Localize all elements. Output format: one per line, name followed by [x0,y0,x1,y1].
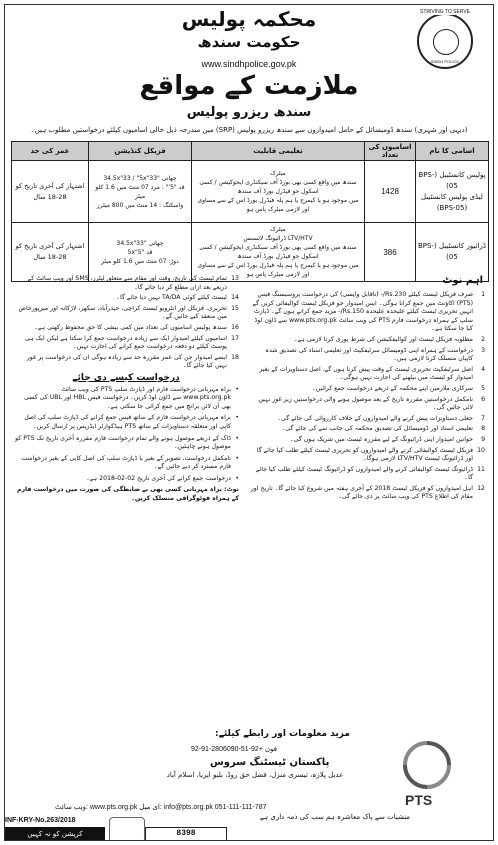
list-item: 11 ڈرائیونگ ٹیسٹ کوالیفائی کرنے والے امیدواروں کو ڈرائیونگ ٹیسٹ کیلئے طلب کیا جائے گا۔ [255,465,485,482]
list-item: 17 اسامیوں کیلئے امیدوار ایک سے زیادہ درخواست جمع کرا سکتا ہے لیکن ایک ہی پوسٹ کیلئے دو دفعہ درخواست جمع کرانے کی اجازت نہیں۔ [24,334,239,351]
contact-phone: فون +92-51-2806090-91-92 [191,746,277,753]
job-advertisement [4,4,494,841]
anti-drug-slogan: منشیات سے پاک معاشرہ ہم سب کی ذمہ داری ہے [259,813,411,821]
list-item: 18 ایسے امیدوار جن کی عمر مقررہ حد سے زیادہ ہوگی ان کی درخواست پر غور نہیں کیا جائے گا۔ [26,353,239,370]
ad-intro: (دیہی اور شہری) سندھ ڈومیسائل کے حامل امیدواروں سے سندھ ریزرو پولیس (SRP) میں مندرجہ ذیل خالی اسامیوں کیلئے درخواستیں مطلوب ہیں۔ [30,126,468,134]
final-note: نوٹ: براہ مہربانی کسی بھی بے ضابطگی کی صورت میں درخواست فارم کے ہمراہ فوٹوگرافی منسلک کریں۔ [16,486,239,503]
post-name: پولیس کانسٹیبل (BPS-05) لیڈی پولیس کانسٹیبل (BPS-05) [416,161,489,223]
mascot-image-icon [109,817,145,841]
post-qualification: میٹرک سندھ میں واقع کسی بھی بورڈ آف سیکنڈری ایجوکیشن / کسی اسکول جو فیڈرل بورڈ آف سندھ میں موجود ہو یا کیمرج یا ہم پلہ فیڈرل بورڈ اس کے سے مساوی اور لازمی میٹرک پاس ہو [192,161,365,223]
government-name: حکومت سندھ [197,33,301,51]
list-item: 1 صرف فزیکل ٹیسٹ کیلئے Rs.230/- (ناقابل واپسی) کی درخواست پروسیسنگ فیس (PTS) اکاؤنٹ میں جمع کرانا ہوگی۔ ایس امیدوار جو فزیکل ٹیسٹ کوالیفائی کریں گے انہیں تحریری ٹیسٹ کیلئے علیحدہ علیحدہ Rs.150/- مزید جمع کرانے ہوں گے۔ ڈپازٹ سلپ کے ہمراہ درخواست فارم PTS کی ویب سائٹ www.pts.org.pk سے ڈاؤن لوڈ کیا جا سکتا ہے۔ [252,291,485,333]
ad-reference-number: INF-KRY-No.263/2018 [5,817,76,824]
col-age: عمر کی حد [12,142,89,161]
post-count: 1428 [365,161,416,223]
ad-subtitle: سندھ ریزرو پولیس [186,105,312,120]
list-item: 9 خواتین امیدوار اپنی ڈرائیونگ کے لیے مقررہ ٹیسٹ میں شریک ہوں گی۔ [290,435,485,443]
list-item: • درخواست جمع کرانے کی آخری تاریخ 02-02-2018 ہے۔ [86,474,239,482]
list-item: 13 تمام ٹیسٹ کی تاریخ، وقت اور مقام سے متعلق لیٹرز، SMS اور ویب سائٹ کے ذریعے بعد ازاں مطلع کر دیا جائے گا۔ [27,275,239,291]
list-item: • نامکمل درخواست، تصویر کے بغیر یا ڈپازٹ سلپ کی اصل کاپی کے بغیر درخواست فارم مسترد کر دیے جائیں گے۔ [21,454,239,471]
post-age: اشتہار کی آخری تاریخ کو 28-18 سال [12,223,89,282]
anti-corruption-banner: کرپشن کو نہ کہیں [5,827,105,841]
contact-heading: مزید معلومات اور رابطے کیلئے: [215,729,350,739]
seal-name: SINDH POLICE [430,59,460,64]
post-qualification: میٹرک LTV/HTV ڈرائیونگ لائسنس سندھ میں واقع کسی بھی بورڈ آف سیکنڈری ایجوکیشن / کسی اسکول جو فیڈرل بورڈ آف سندھ میں موجود ہو یا کیمرج یا ہم پلہ فیڈرل بورڈ اس کے سے مساوی اور لازمی میٹرک پاس ہو [192,223,365,282]
pts-logo-text: PTS [405,792,433,808]
list-item: 5 سرکاری ملازمین اپنے محکمہ کے ذریعے درخواست جمع کرائیں۔ [312,384,485,392]
pts-logo-icon [392,735,462,795]
contact-web-email: ویب سائٹ: www.pts.org.pk ای میل: info@pts.org.pk 051-111-111-787 [55,804,267,811]
post-physical: چھاتی "34.5x"33 قد "5x"5 دوڑ: 07 منٹ میں 1.6 کلو میٹر [89,223,192,282]
sindh-police-website: www.sindhpolice.gov.pk [201,59,297,69]
seal-motto: STRIVING TO SERVE [419,9,470,15]
vacancy-table [11,141,489,282]
col-post: اسامی کا نام [416,142,489,161]
list-item: • براہ مہربانی درخواست فارم اور ڈپازٹ سلپ PTS کی ویب سائٹ www.pts.org.pk سے ڈاؤن لوڈ کریں۔ درخواست فیس HBL اور UBL کی کسی بھی آن لائن برانچ میں جمع کرائی جا سکتی ہے۔ [24,385,239,410]
post-count: 386 [365,223,416,282]
notes-heading: اہم نوٹ [442,275,483,286]
table-row [12,223,489,282]
pts-org-name: پاکستان ٹیسٹنگ سروس [210,757,330,768]
how-to-apply-heading: درخواست کیسے دی جائے [72,372,180,383]
helpline-number: 8398 [145,827,227,841]
list-item: 14 ٹیسٹ کیلئے کوئی TA/DA نہیں دیا جائے گا۔ [116,294,239,302]
list-item: 15 تحریری، فزیکل اور انٹرویو ٹیسٹ کراچی، حیدرآباد، سکھر، لاڑکانہ اور میرپورخاص میں منعقد کیے جائیں گے۔ [18,304,239,321]
list-item: • ڈاک کے ذریعے موصول ہونے والے تمام درخواست فارم مقررہ آخری تاریخ تک PTS کو موصول ہونے چاہئیں۔ [15,434,239,451]
list-item: 2 مطلوبہ فزیکل ٹیسٹ اور کوالیفکیشن کی شرط پوری کرنا لازمی ہے۔ [294,335,485,343]
list-item: 6 نامکمل درخواستیں مقررہ تاریخ کے بعد موصول ہونے والی درخواستیں زیر غور نہیں لائی جائیں گی۔ [258,395,485,412]
list-item: 12 اہل امیدواروں کو فزیکل ٹیسٹ 2018 کے آخری ہفتہ میں شروع کیا جائے گا۔ تاریخ اور مقام کی اطلاع PTS کی ویب سائٹ پر دی جائے گی۔ [250,484,485,501]
ad-title: ملازمت کے مواقع [139,71,359,101]
list-item: 3 درخواست کے ہمراہ اپنی ڈومیسائل سرٹیفکیٹ اور تعلیمی اسناد کی تصدیق شدہ کاپیاں منسلک کرنا لازمی ہیں۔ [265,346,485,363]
list-item: • براہ مہربانی درخواست فارم کے ساتھ فیس جمع کرانے کی ڈپازٹ سلپ کی اصل کاپی اور متعلقہ دستاویزات کے ساتھ PTS ہیڈکوارٹر ایڈریس پر ارسال کریں۔ [24,414,239,430]
post-physical: چھاتی "34.5x"33 / "5x"33 قد "5'" : مرد 07 منٹ میں 1.6 کلو میٹر واسکنگ : 14 منٹ میں 800 میٹرز [89,161,192,223]
pts-address: عدیل پلازہ، تیسری منزل، فضل حق روڈ، بلیو ایریا، اسلام آباد [166,771,344,779]
list-item: 10 فزیکل ٹیسٹ کوالیفائی کرنے والے امیدواروں کو تحریری ٹیسٹ کیلئے طلب کیا جائے گا اور ڈرائیونگ ٹیسٹ LTV/HTV لازمی ہوگا۔ [256,446,485,463]
col-physical: فزیکل کنڈیشن [89,142,192,161]
post-name: ڈرائیور کانسٹیبل (BPS-05) [416,223,489,282]
list-item: 16 سندھ پولیس اسامیوں کی تعداد میں کمی بیشی کا حق محفوظ رکھتی ہے۔ [34,323,239,331]
notes-left-column [13,275,239,504]
department-name: محکمہ پولیس [181,7,317,31]
col-qualification: تعلیمی قابلیت [192,142,365,161]
list-item: 4 اصل سرٹیفکیٹ تحریری ٹیسٹ کے وقت پیش کرنا ہوں گے، اصل دستاویزات کے بغیر امیدوار کو ٹیسٹ میں بیٹھنے کی اجازت نہیں ہوگی۔ [259,365,485,382]
col-count: اسامیوں کی تعداد [365,142,416,161]
list-item: 8 تعلیمی اسناد اور ڈومیسائل کی تصدیق محکمہ کی جانب سے کی جائے گی۔ [281,425,485,433]
notes-right-column [249,291,485,504]
table-row [12,161,489,223]
list-item: 7 جعلی دستاویزات پیش کرنے والے امیدواروں کے خلاف کارروائی کی جائے گی۔ [277,414,485,422]
post-age: اشتہار کی آخری تاریخ کو 28-18 سال [12,161,89,223]
